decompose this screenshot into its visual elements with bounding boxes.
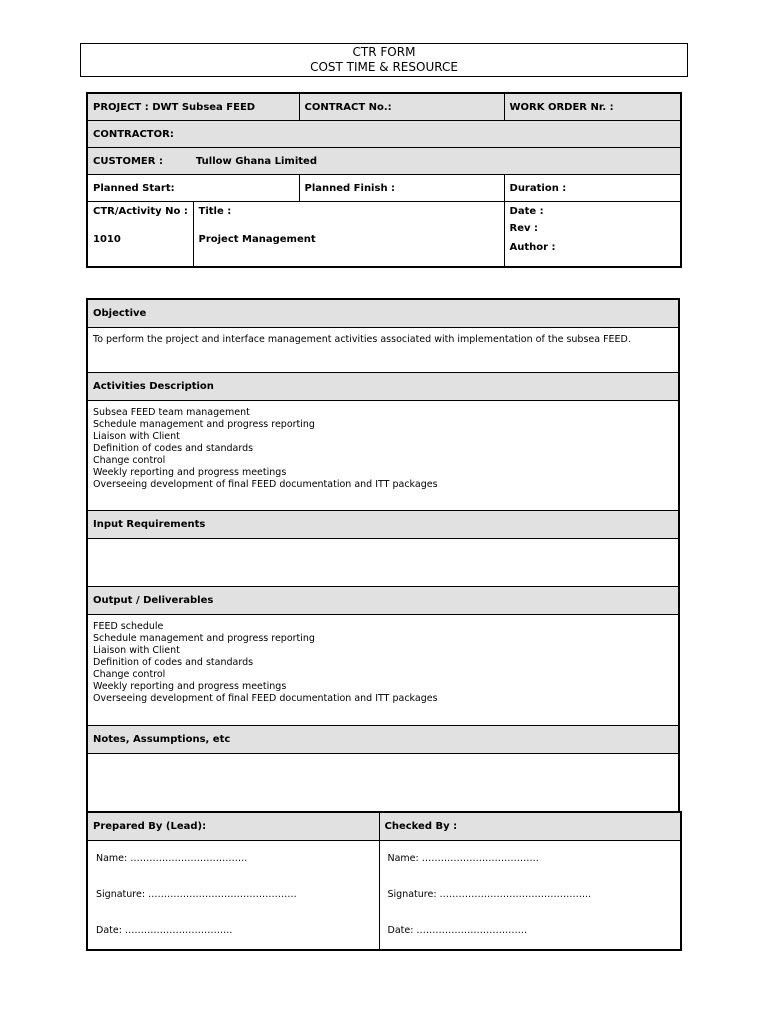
- checked-by-body: [379, 841, 681, 951]
- list-item: Liaison with Client: [93, 645, 180, 656]
- checked-date-field: Date: ……………………………..: [387, 925, 527, 936]
- prepared-by-heading: Prepared By (Lead):: [87, 812, 379, 841]
- activity-number-cell: [87, 202, 193, 268]
- customer-value: Tullow Ghana Limited: [195, 155, 318, 167]
- title-cell: [193, 202, 504, 268]
- activities-list: [87, 401, 679, 511]
- objective-table: [86, 298, 680, 814]
- notes-heading: Notes, Assumptions, etc: [87, 726, 679, 754]
- checked-by-heading: Checked By :: [379, 812, 681, 841]
- list-item: FEED schedule: [93, 621, 164, 632]
- list-item: Subsea FEED team management: [93, 407, 250, 418]
- input-requirements-body: [87, 539, 679, 587]
- contractor-cell: CONTRACTOR:: [87, 121, 681, 148]
- planned-finish-cell: Planned Finish :: [299, 175, 504, 202]
- list-item: Definition of codes and standards: [93, 443, 254, 454]
- contract-number-cell: CONTRACT No.:: [299, 93, 504, 121]
- output-deliverables-heading: Output / Deliverables: [87, 587, 679, 615]
- form-title: CTR FORM: [352, 45, 416, 59]
- notes-body: [87, 754, 679, 814]
- checked-name-field: Name: ……………………………….: [387, 853, 539, 864]
- list-item: Liaison with Client: [93, 431, 180, 442]
- list-item: Change control: [93, 669, 166, 680]
- project-cell: PROJECT : DWT Subsea FEED: [87, 93, 299, 121]
- list-item: Change control: [93, 455, 166, 466]
- activities-heading: Activities Description: [87, 373, 679, 401]
- prepared-signature-field: Signature: ………………………………………..: [96, 889, 297, 900]
- rev-label: Rev :: [509, 223, 538, 234]
- prepared-name-field: Name: ……………………………….: [96, 853, 248, 864]
- list-item: Schedule management and progress reporting: [93, 633, 315, 644]
- list-item: Weekly reporting and progress meetings: [93, 681, 287, 692]
- checked-signature-field: Signature: …………………………….…………..: [387, 889, 592, 900]
- activity-number-label: CTR/Activity No :: [93, 206, 188, 217]
- activity-number-value: 1010: [93, 234, 121, 245]
- list-item: Overseeing development of final FEED documentation and ITT packages: [93, 479, 438, 490]
- title-value: Project Management: [198, 234, 316, 245]
- title-label: Title :: [198, 206, 232, 217]
- date-rev-author-cell: [504, 202, 681, 268]
- list-item: Overseeing development of final FEED documentation and ITT packages: [93, 693, 438, 704]
- header-table: [86, 92, 682, 268]
- prepared-by-body: [87, 841, 379, 951]
- date-label: Date :: [509, 206, 544, 217]
- duration-cell: Duration :: [504, 175, 681, 202]
- prepared-date-field: Date: …………………………….: [96, 925, 233, 936]
- planned-start-cell: Planned Start:: [87, 175, 299, 202]
- form-title-box: [80, 43, 688, 77]
- work-order-cell: WORK ORDER Nr. :: [504, 93, 681, 121]
- form-subtitle: COST TIME & RESOURCE: [310, 60, 458, 74]
- author-label: Author :: [509, 242, 556, 253]
- customer-label: CUSTOMER :: [93, 155, 163, 167]
- objective-text: To perform the project and interface management activities associated with implementation of the subsea FEED.: [87, 328, 679, 373]
- customer-cell: [87, 148, 681, 175]
- list-item: Weekly reporting and progress meetings: [93, 467, 287, 478]
- output-deliverables-list: [87, 615, 679, 726]
- input-requirements-heading: Input Requirements: [87, 511, 679, 539]
- signoff-table: [86, 811, 682, 951]
- list-item: Schedule management and progress reporting: [93, 419, 315, 430]
- list-item: Definition of codes and standards: [93, 657, 254, 668]
- objective-heading: Objective: [87, 299, 679, 328]
